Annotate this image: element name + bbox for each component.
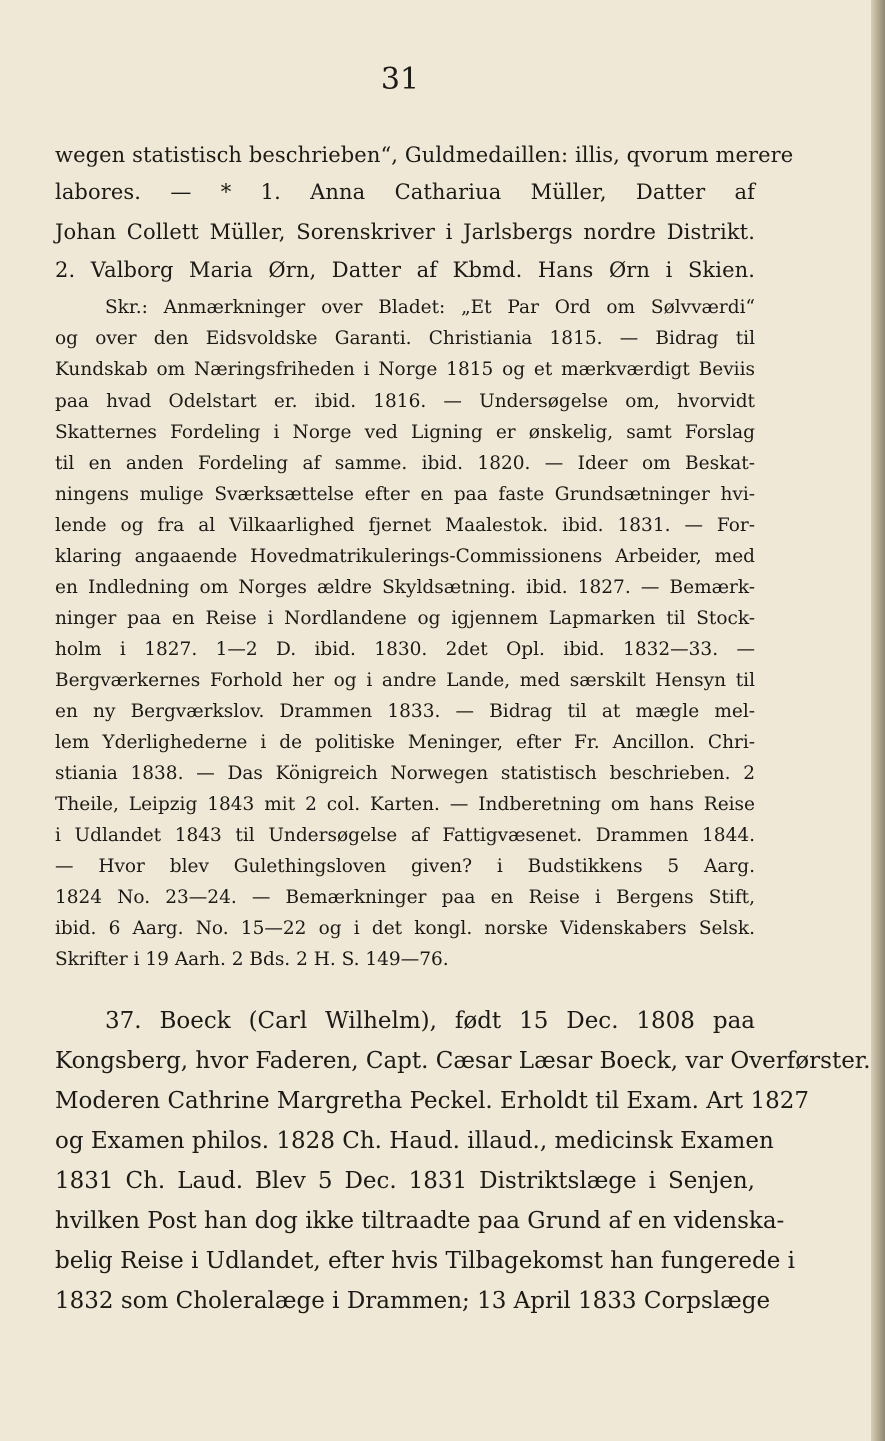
text-line: lende og fra al Vilkaarlighed fjernet Maalestok. ibid. 1831. — For- bbox=[55, 515, 755, 536]
text-line: ninger paa en Reise i Nordlandene og igjennem Lapmarken til Stock- bbox=[55, 608, 755, 629]
text-line: til en anden Fordeling af samme. ibid. 1820. — Ideer om Beskat- bbox=[55, 453, 755, 474]
text-line: holm i 1827. 1—2 D. ibid. 1830. 2det Opl. ibid. 1832—33. — bbox=[55, 639, 755, 660]
entry-heading: 37. Boeck (Carl Wilhelm), født 15 Dec. 1808 paa bbox=[105, 1008, 755, 1034]
text-line: lem Yderlighederne i de politiske Meninger, efter Fr. Ancillon. Chri- bbox=[55, 732, 755, 753]
text-line: belig Reise i Udlandet, efter hvis Tilbagekomst han fungerede i bbox=[55, 1248, 796, 1274]
text-line: wegen statistisch beschrieben“, Guldmedaillen: illis, qvorum merere bbox=[55, 143, 794, 167]
text-line: hvilken Post han dog ikke tiltraadte paa Grund af en videnska- bbox=[55, 1208, 785, 1234]
text-line: paa hvad Odelstart er. ibid. 1816. — Undersøgelse om, hvorvidt bbox=[55, 391, 755, 412]
text-line: 2. Valborg Maria Ørn, Datter af Kbmd. Hans Ørn i Skien. bbox=[55, 258, 755, 282]
text-line: ibid. 6 Aarg. No. 15—22 og i det kongl. norske Videnskabers Selsk. bbox=[55, 918, 755, 939]
text-line: Skr.: Anmærkninger over Bladet: „Et Par Ord om Sølvværdi“ bbox=[105, 297, 755, 318]
text-line: Johan Collett Müller, Sorenskriver i Jarlsbergs nordre Distrikt. bbox=[55, 220, 755, 244]
page-edge bbox=[871, 0, 885, 1441]
text-line: Moderen Cathrine Margretha Peckel. Erholdt til Exam. Art 1827 bbox=[55, 1088, 809, 1114]
text-line: en ny Bergværkslov. Drammen 1833. — Bidrag til at mægle mel- bbox=[55, 701, 755, 722]
text-line: og Examen philos. 1828 Ch. Haud. illaud., medicinsk Examen bbox=[55, 1128, 774, 1154]
text-line: Kongsberg, hvor Faderen, Capt. Cæsar Læsar Boeck, var Overførster. bbox=[55, 1048, 871, 1074]
text-line: 1831 Ch. Laud. Blev 5 Dec. 1831 Distriktslæge i Senjen, bbox=[55, 1168, 755, 1194]
text-line: Skrifter i 19 Aarh. 2 Bds. 2 H. S. 149—76. bbox=[55, 949, 449, 970]
text-line: i Udlandet 1843 til Undersøgelse af Fattigvæsenet. Drammen 1844. bbox=[55, 825, 755, 846]
text-line: Kundskab om Næringsfriheden i Norge 1815 og et mærkværdigt Beviis bbox=[55, 359, 755, 380]
text-line: ningens mulige Sværksættelse efter en paa faste Grundsætninger hvi- bbox=[55, 484, 755, 505]
text-line: — Hvor blev Gulethingsloven given? i Budstikkens 5 Aarg. bbox=[55, 856, 755, 877]
text-line: Skatternes Fordeling i Norge ved Ligning er ønskelig, samt Forslag bbox=[55, 422, 755, 443]
text-line: stiania 1838. — Das Königreich Norwegen statistisch beschrieben. 2 bbox=[55, 763, 755, 784]
text-line: 1832 som Choleralæge i Drammen; 13 April 1833 Corpslæge bbox=[55, 1288, 771, 1314]
text-line: Bergværkernes Forhold her og i andre Lande, med særskilt Hensyn til bbox=[55, 670, 755, 691]
text-line: 1824 No. 23—24. — Bemærkninger paa en Reise i Bergens Stift, bbox=[55, 887, 755, 908]
text-line: og over den Eidsvoldske Garanti. Christiania 1815. — Bidrag til bbox=[55, 328, 755, 349]
text-line: en Indledning om Norges ældre Skyldsætning. ibid. 1827. — Bemærk- bbox=[55, 577, 755, 598]
text-line: klaring angaaende Hovedmatrikulerings-Commissionens Arbeider, med bbox=[55, 546, 755, 567]
text-line: labores. — * 1. Anna Cathariua Müller, Datter af bbox=[55, 180, 755, 204]
page-number: 31 bbox=[380, 62, 420, 97]
text-line: Theile, Leipzig 1843 mit 2 col. Karten. — Indberetning om hans Reise bbox=[55, 794, 755, 815]
